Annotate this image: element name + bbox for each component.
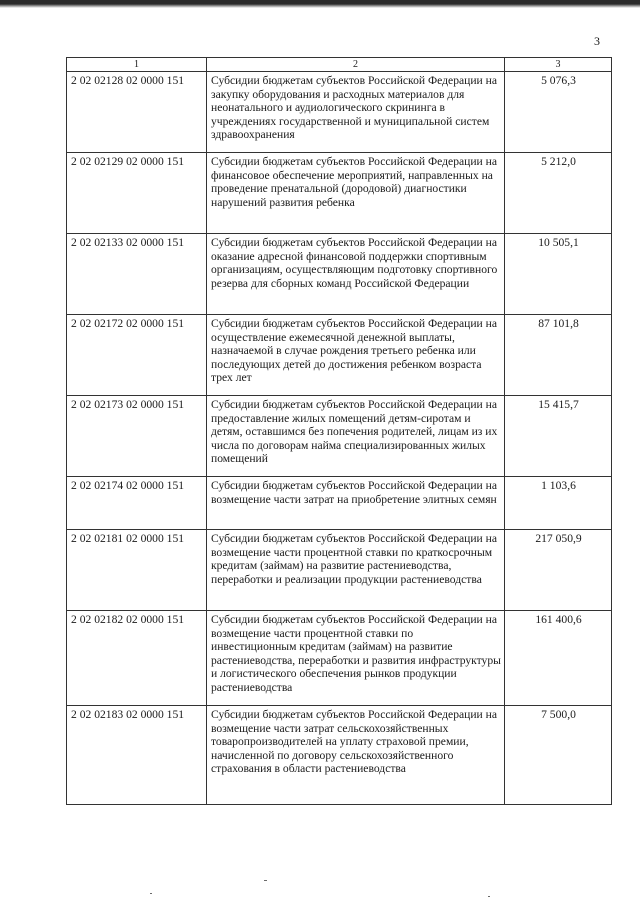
table-row <box>67 611 612 706</box>
column-header-code: 1 <box>67 58 207 72</box>
row-code: 2 02 02183 02 0000 151 <box>67 706 207 805</box>
table-row <box>67 477 612 530</box>
row-description: Субсидии бюджетам субъектов Российской Федерации на осуществление ежемесячной денежной выплаты, назначаемой в случае рождения третьего ребенка или последующих детей до достижения ребенком возраста трех лет <box>207 315 505 396</box>
column-header-amount: 3 <box>505 58 612 72</box>
table-row <box>67 315 612 396</box>
table-row <box>67 153 612 234</box>
row-amount: 5 076,3 <box>505 72 612 153</box>
scan-speck <box>488 896 490 897</box>
row-amount: 15 415,7 <box>505 396 612 477</box>
scan-speck <box>264 880 267 881</box>
row-description: Субсидии бюджетам субъектов Российской Федерации на возмещение части процентной ставки по краткосрочным кредитам (займам) на развитие растениеводства, переработки и реализации продукции растениеводства <box>207 530 505 611</box>
row-code: 2 02 02133 02 0000 151 <box>67 234 207 315</box>
row-amount: 1 103,6 <box>505 477 612 530</box>
row-code: 2 02 02181 02 0000 151 <box>67 530 207 611</box>
scan-top-edge <box>0 0 640 8</box>
table-row <box>67 72 612 153</box>
row-description: Субсидии бюджетам субъектов Российской Федерации на финансовое обеспечение мероприятий, направленных на проведение пренатальной (дородовой) диагностики нарушений развития ребенка <box>207 153 505 234</box>
row-code: 2 02 02128 02 0000 151 <box>67 72 207 153</box>
table-row <box>67 530 612 611</box>
row-code: 2 02 02182 02 0000 151 <box>67 611 207 706</box>
row-code: 2 02 02174 02 0000 151 <box>67 477 207 530</box>
row-code: 2 02 02172 02 0000 151 <box>67 315 207 396</box>
row-description: Субсидии бюджетам субъектов Российской Федерации на возмещение части затрат на приобретение элитных семян <box>207 477 505 530</box>
row-code: 2 02 02173 02 0000 151 <box>67 396 207 477</box>
column-header-description: 2 <box>207 58 505 72</box>
row-amount: 87 101,8 <box>505 315 612 396</box>
row-amount: 217 050,9 <box>505 530 612 611</box>
row-description: Субсидии бюджетам субъектов Российской Федерации на возмещение части процентной ставки по инвестиционным кредитам (займам) на развитие растениеводства, переработки и развития инфраструктуры и логистического обеспечения рынков продукции растениеводства <box>207 611 505 706</box>
row-description: Субсидии бюджетам субъектов Российской Федерации на оказание адресной финансовой поддержки спортивным организациям, осуществляющим подготовку спортивного резерва для сборных команд Российской Федерации <box>207 234 505 315</box>
row-description: Субсидии бюджетам субъектов Российской Федерации на предоставление жилых помещений детям-сиротам и детям, оставшимся без попечения родителей, лицам из их числа по договорам найма специализированных жилых помещений <box>207 396 505 477</box>
row-amount: 10 505,1 <box>505 234 612 315</box>
row-amount: 161 400,6 <box>505 611 612 706</box>
header-row <box>67 58 612 72</box>
scan-speck <box>150 893 152 894</box>
row-description: Субсидии бюджетам субъектов Российской Федерации на возмещение части затрат сельскохозяйственных товаропроизводителей на уплату страховой премии, начисленной по договору сельскохозяйственного страхования в области растениеводства <box>207 706 505 805</box>
row-code: 2 02 02129 02 0000 151 <box>67 153 207 234</box>
page-number: 3 <box>594 34 600 48</box>
table-row <box>67 706 612 805</box>
table-row <box>67 396 612 477</box>
row-description: Субсидии бюджетам субъектов Российской Федерации на закупку оборудования и расходных материалов для неонатального и аудиологического скрининга в учреждениях государственной и муниципальной систем здравоохранения <box>207 72 505 153</box>
table-row <box>67 234 612 315</box>
row-amount: 5 212,0 <box>505 153 612 234</box>
budget-table <box>66 57 612 805</box>
row-amount: 7 500,0 <box>505 706 612 805</box>
